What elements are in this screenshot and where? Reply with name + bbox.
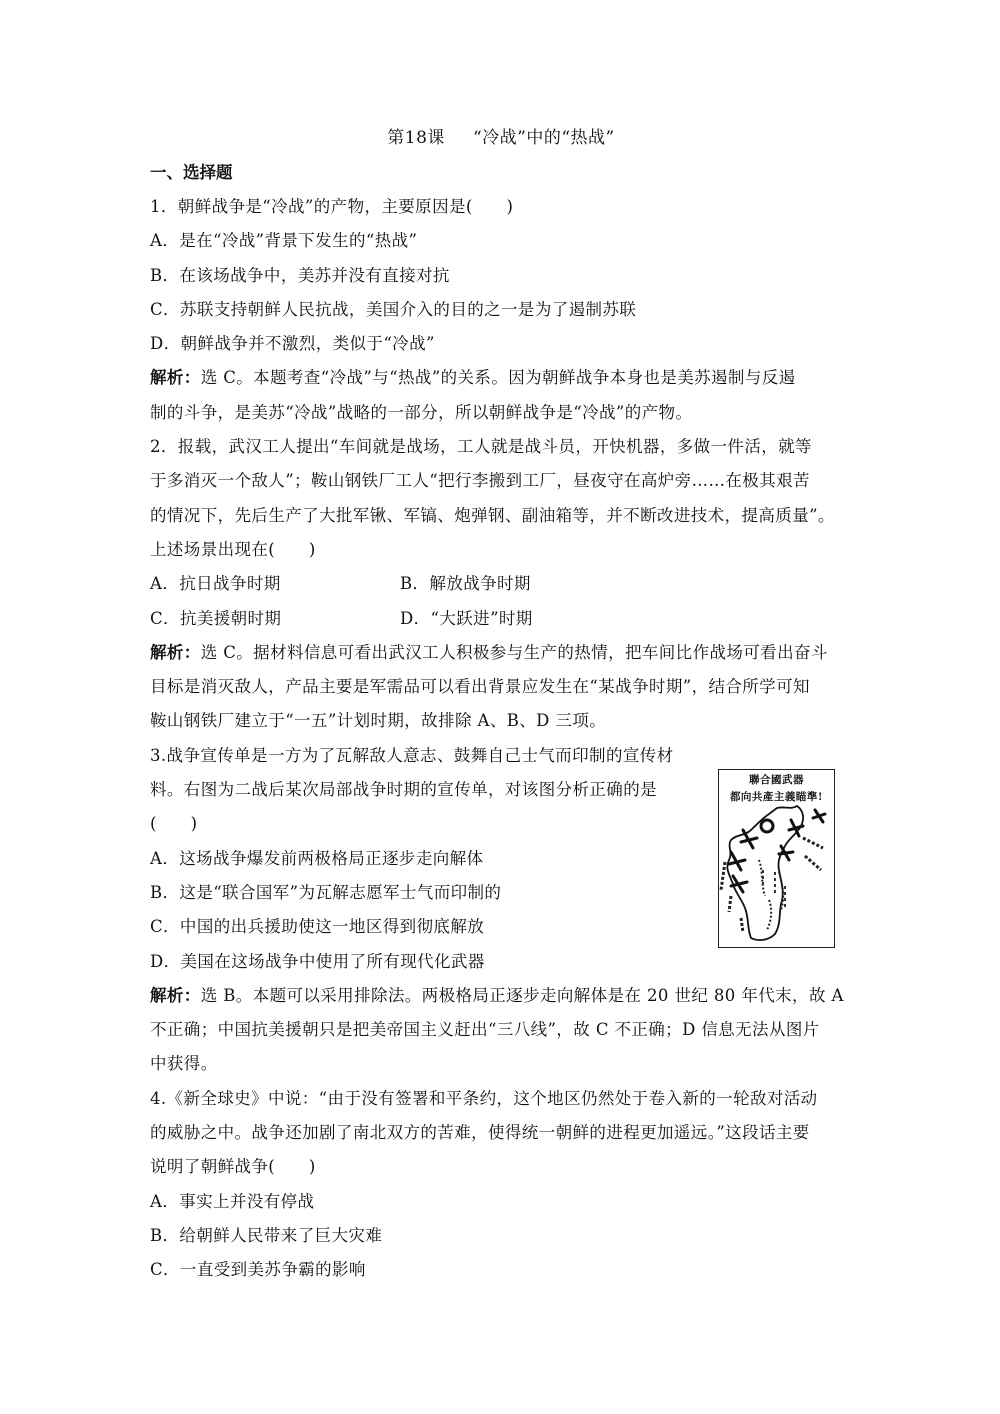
analysis-line: 制的斗争，是美苏“冷战”战略的一部分，所以朝鲜战争是“冷战”的产物。 — [150, 402, 693, 422]
question-stem: 1．朝鲜战争是“冷战”的产物，主要原因是( ) — [150, 197, 514, 216]
question-3 — [150, 739, 852, 1082]
question-stem: ( ) — [150, 814, 198, 834]
lesson-title — [150, 124, 852, 152]
lesson-topic: “冷战”中的“热战” — [472, 128, 615, 148]
question-2 — [150, 430, 852, 739]
analysis-label: 解析： — [150, 368, 201, 388]
analysis-label: 解析： — [150, 642, 201, 662]
option-c: C．苏联支持朝鲜人民抗战，美国介入的目的之一是为了遏制苏联 — [150, 299, 637, 319]
question-stem: 说明了朝鲜战争( ) — [150, 1157, 316, 1177]
question-1 — [150, 190, 852, 430]
option-a: A．是在“冷战”背景下发生的“热战” — [150, 231, 418, 251]
option-d: D．美国在这场战争中使用了所有现代化武器 — [150, 951, 485, 971]
options-row — [150, 567, 852, 601]
question-stem: 的威胁之中。战争还加剧了南北双方的苦难，使得统一朝鲜的进程更加遥远。”这段话主要 — [150, 1123, 810, 1143]
option-d: D．朝鲜战争并不激烈，类似于“冷战” — [150, 334, 435, 354]
document-page — [150, 124, 852, 1288]
analysis-label: 解析： — [150, 985, 201, 1005]
analysis-line: 鞍山钢铁厂建立于“一五”计划时期，故排除 A、B、D 三项。 — [150, 711, 607, 731]
question-stem: 料。右图为二战后某次局部战争时期的宣传单，对该图分析正确的是 — [150, 780, 657, 800]
question-4 — [150, 1082, 852, 1288]
options-row — [150, 602, 852, 636]
question-stem: 于多消灭一个敌人”；鞍山钢铁厂工人“把行李搬到工厂，昼夜守在高炉旁……在极其艰苦 — [150, 471, 810, 491]
section-heading: 一、选择题 — [150, 163, 233, 182]
option-a: A．事实上并没有停战 — [150, 1191, 315, 1211]
question-stem: 3.战争宣传单是一方为了瓦解敌人意志、鼓舞自己士气而印制的宣传材 — [150, 745, 674, 765]
option-d: D．“大跃进”时期 — [400, 608, 533, 628]
analysis-line: 解析：选 B。本题可以采用排除法。两极格局正逐步走向解体是在 20 世纪 80 年代末，故 A — [150, 985, 844, 1005]
option-b: B．在该场战争中，美苏并没有直接对抗 — [150, 265, 450, 285]
analysis-line: 目标是消灭敌人，产品主要是军需品可以看出背景应发生在“某战争时期”，结合所学可知 — [150, 677, 810, 697]
option-c: C．抗美援朝时期 — [150, 608, 282, 628]
question-stem: 的情况下，先后生产了大批军锹、军镐、炮弹钢、副油箱等，并不断改进技术，提高质量”。 — [150, 505, 835, 525]
analysis-line: 解析：选 C。据材料信息可看出武汉工人积极参与生产的热情，把车间比作战场可看出奋斗 — [150, 642, 828, 662]
option-c: C．中国的出兵援助使这一地区得到彻底解放 — [150, 917, 485, 937]
propaganda-leaflet-figure — [718, 769, 835, 948]
lesson-number: 第18课 — [387, 128, 445, 148]
option-a: A．抗日战争时期 — [150, 574, 281, 594]
leaflet-caption-line1: 聯合國武器 — [749, 773, 804, 786]
option-a: A．这场战争爆发前两极格局正逐步走向解体 — [150, 848, 484, 868]
option-c: C．一直受到美苏争霸的影响 — [150, 1260, 366, 1280]
korea-map-illustration — [719, 800, 833, 946]
option-b: B．解放战争时期 — [400, 574, 531, 594]
analysis-line: 中获得。 — [150, 1054, 218, 1074]
question-stem: 上述场景出现在( ) — [150, 539, 316, 559]
analysis-line: 解析：选 C。本题考查“冷战”与“热战”的关系。因为朝鲜战争本身也是美苏遏制与反遏 — [150, 368, 796, 388]
option-b: B．这是“联合国军”为瓦解志愿军士气而印制的 — [150, 882, 502, 902]
question-stem: 2．报载，武汉工人提出“车间就是战场，工人就是战斗员，开快机器，多做一件活，就等 — [150, 437, 812, 457]
analysis-line: 不正确；中国抗美援朝只是把美帝国主义赶出“三八线”，故 C 不正确；D 信息无法从图片 — [150, 1020, 820, 1040]
leaflet-caption-line2: 都向共產主義瞄準! — [729, 790, 824, 803]
question-stem: 4.《新全球史》中说：“由于没有签署和平条约，这个地区仍然处于卷入新的一轮敌对活动 — [150, 1088, 818, 1108]
option-b: B．给朝鲜人民带来了巨大灾难 — [150, 1225, 383, 1245]
